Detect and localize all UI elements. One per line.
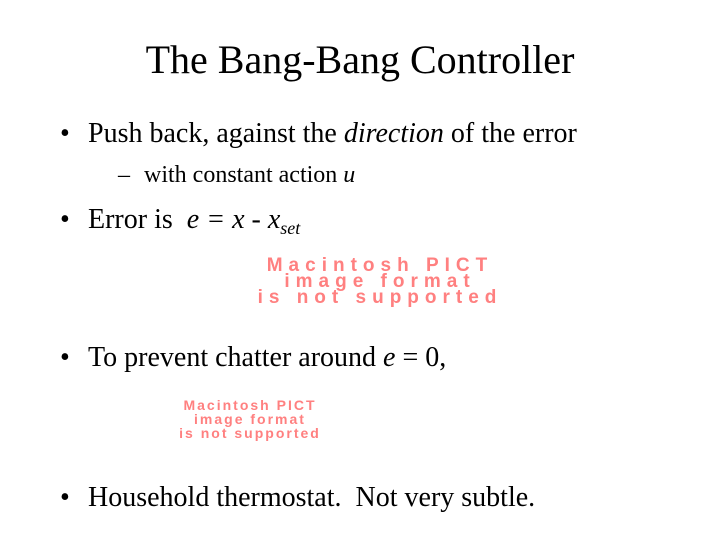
bullet-text: Household thermostat. Not very subtle. xyxy=(88,482,536,513)
bullet-text: To prevent chatter around xyxy=(88,342,384,373)
bullet-marker: • xyxy=(60,482,70,513)
pict-line: is not supported xyxy=(179,425,321,441)
pict-line: is not supported xyxy=(257,287,503,308)
pict-line: image format xyxy=(194,411,306,427)
bullet-push-back xyxy=(60,116,577,152)
bullet-emphasis: direction xyxy=(343,118,444,149)
sub-bullet-text: with constant action xyxy=(144,162,344,188)
bullet-text: Push back, against the xyxy=(88,118,344,149)
bullet-thermostat xyxy=(60,480,535,516)
error-formula-subscript: set xyxy=(280,218,301,238)
sub-bullet-marker: – xyxy=(118,162,130,188)
bullet-text: Error is xyxy=(88,204,187,235)
bullet-marker: • xyxy=(60,118,70,149)
bullet-error-definition xyxy=(60,202,300,238)
bullet-variable: e xyxy=(383,342,396,373)
slide-title: The Bang-Bang Controller xyxy=(145,37,575,82)
bullet-marker: • xyxy=(60,342,70,373)
pict-placeholder-image xyxy=(128,398,372,442)
bullet-text-end: = 0, xyxy=(395,342,447,373)
sub-bullet-variable: u xyxy=(343,162,356,188)
pict-line: Macintosh PICT xyxy=(266,255,494,276)
bullet-chatter xyxy=(60,340,446,376)
bullet-text-end: of the error xyxy=(443,118,577,149)
error-formula: e = x - x xyxy=(186,204,281,235)
pict-placeholder-image xyxy=(130,255,630,308)
sub-bullet-constant-action xyxy=(118,160,355,190)
pict-line: Macintosh PICT xyxy=(183,397,317,413)
bullet-marker: • xyxy=(60,204,70,235)
pict-line: image format xyxy=(284,271,476,292)
